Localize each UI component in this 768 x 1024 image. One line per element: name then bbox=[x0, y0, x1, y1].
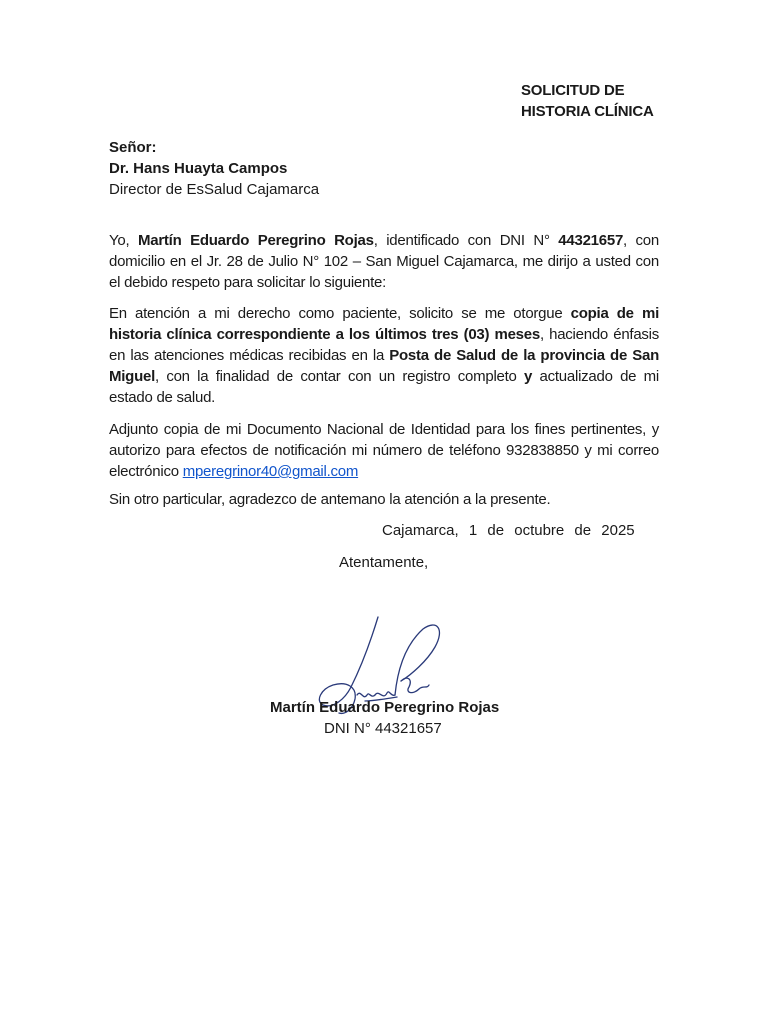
title-line-2: HISTORIA CLÍNICA bbox=[521, 103, 654, 120]
date-line: Cajamarca, 1 de octubre de 2025 bbox=[382, 522, 635, 539]
signatory-name: Martín Eduardo Peregrino Rojas bbox=[270, 699, 500, 716]
paragraph-attachment bbox=[109, 419, 659, 482]
closing-word: Atentamente, bbox=[339, 554, 429, 571]
text-run: , identificado con DNI N° bbox=[373, 232, 559, 249]
addressee-name: Dr. Hans Huayta Campos bbox=[109, 160, 288, 177]
document-title bbox=[521, 80, 654, 122]
applicant-dni: 44321657 bbox=[558, 232, 624, 249]
closing-sentence: Sin otro particular, agradezco de antemano la atención a la presente. bbox=[109, 491, 551, 508]
text-run: , con domicilio en el Jr. 28 de Julio N° 102 – San Miguel Cajamarca, me dirijo a usted con el debido respeto para solicitar lo siguiente: bbox=[109, 232, 659, 291]
request-subject: copia de mi historia clínica correspondiente a los últimos tres (03) meses bbox=[109, 305, 659, 343]
text-run: , haciendo énfasis en las atenciones médicas recibidas en la bbox=[109, 326, 660, 364]
signatory-dni: DNI N° 44321657 bbox=[324, 720, 442, 737]
paragraph-closing bbox=[109, 489, 659, 510]
applicant-name: Martín Eduardo Peregrino Rojas bbox=[137, 232, 374, 249]
text-run: Adjunto copia de mi Documento Nacional de Identidad para los fines pertinentes, y autorizo para efectos de notificación mi número de teléfono 932838850 y mi correo electrónico bbox=[109, 421, 659, 480]
paragraph-intro bbox=[109, 230, 659, 293]
text-run: , con la finalidad de contar con un registro completo bbox=[155, 368, 525, 385]
paragraph-request bbox=[109, 303, 659, 408]
salutation: Señor: bbox=[109, 139, 157, 156]
text-run-bold: y bbox=[524, 368, 533, 385]
addressee-role: Director de EsSalud Cajamarca bbox=[109, 181, 320, 198]
health-post-name: Posta de Salud de la provincia de San Miguel bbox=[109, 347, 659, 385]
text-run: actualizado de mi estado de salud. bbox=[109, 368, 659, 406]
text-run: Yo, bbox=[109, 232, 138, 249]
addressee-block bbox=[109, 137, 319, 200]
text-run: En atención a mi derecho como paciente, solicito se me otorgue bbox=[109, 305, 571, 322]
title-line-1: SOLICITUD DE bbox=[521, 82, 625, 99]
email-link[interactable]: mperegrinor40@gmail.com bbox=[182, 463, 359, 480]
